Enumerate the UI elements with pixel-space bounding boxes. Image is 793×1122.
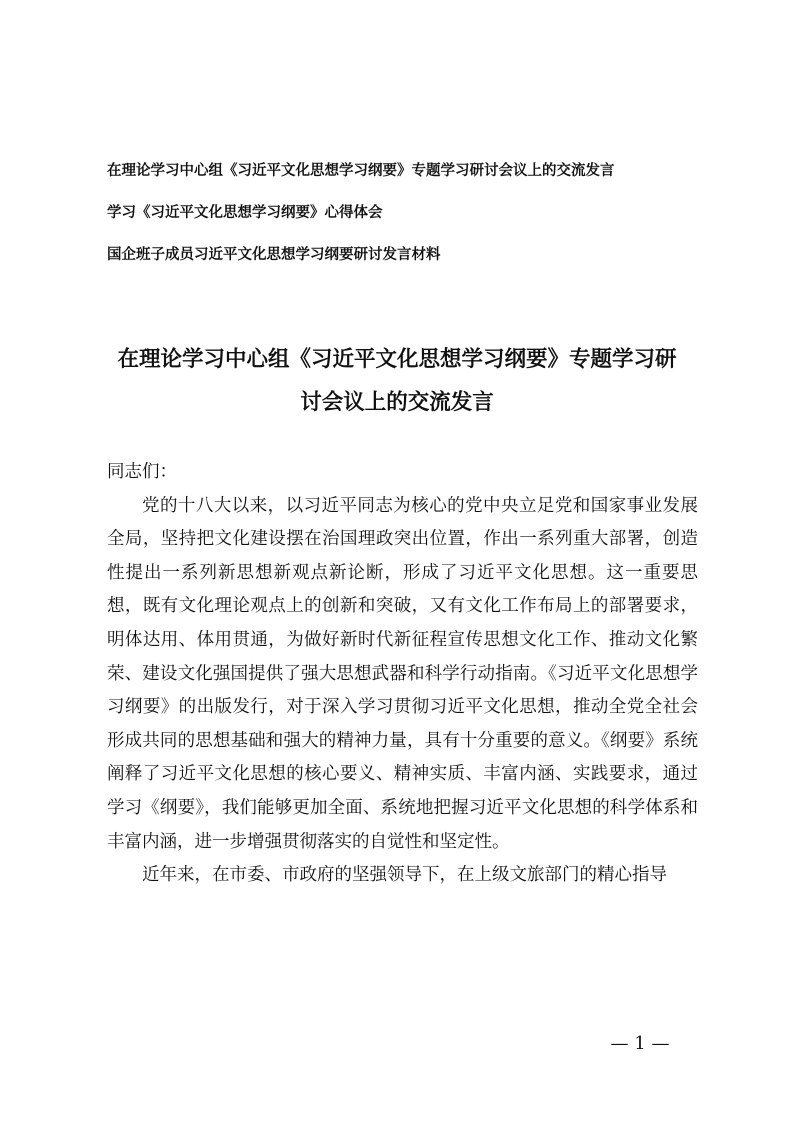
related-article-title[interactable]: 学习《习近平文化思想学习纲要》心得体会 (107, 205, 383, 221)
salutation: 同志们： (107, 462, 177, 482)
document-body (107, 456, 698, 893)
related-article-title[interactable]: 国企班子成员习近平文化思想学习纲要研讨发言材料 (107, 247, 441, 263)
body-paragraph: 近年来，在市委、市政府的坚强领导下，在上级文旅部门的精心指导 (142, 865, 667, 886)
body-paragraph: 党的十八大以来，以习近平同志为核心的党中央立足党和国家事业发展全局，坚持把文化建设摆在治国理政突出位置，作出一系列重大部署，创造性提出一系列新思想新观点新论断，形成了习近平文化思想。这一重要思想，既有文化理论观点上的创新和突破，又有文化工作布局上的部署要求，明体达用、体用贯通，为做好新时代新征程宣传思想文化工作、推动文化繁荣、建设文化强国提供了强大思想武器和科学行动指南。《习近平文化思想学习纲要》的出版发行，对于深入学习贯彻习近平文化思想，推动全党全社会形成共同的思想基础和强大的精神力量，具有十分重要的意义。《纲要》系统阐释了习近平文化思想的核心要义、精神实质、丰富内涵、实践要求，通过学习《纲要》，我们能够更加全面、系统地把握习近平文化思想的科学体系和丰富内涵，进一步增强贯彻落实的自觉性和坚定性。 (107, 495, 698, 852)
document-title: 在理论学习中心组《习近平文化思想学习纲要》专题学习研讨会议上的交流发言 (117, 347, 677, 415)
related-article-title[interactable]: 在理论学习中心组《习近平文化思想学习纲要》专题学习研讨会议上的交流发言 (107, 163, 615, 179)
related-articles-list (107, 158, 707, 284)
page-number: — 1 — (610, 1033, 670, 1054)
